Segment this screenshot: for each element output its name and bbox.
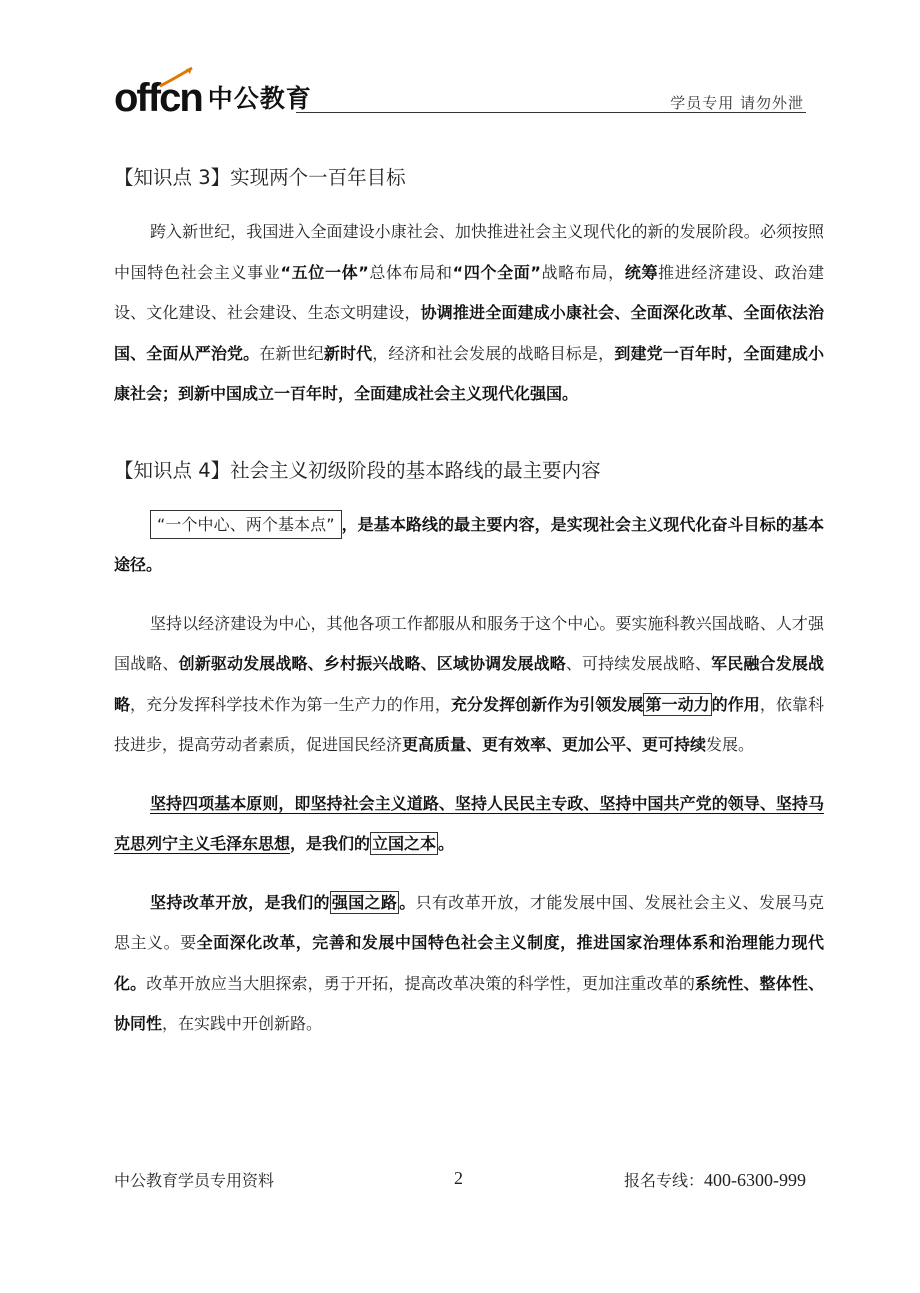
text-run: 战略布局， bbox=[540, 262, 625, 282]
boxed-term: 强国之路 bbox=[331, 892, 398, 912]
bold-run: “五位一体” bbox=[280, 262, 369, 282]
text-run: 总体布局和 bbox=[368, 262, 453, 282]
text-run: 推进经济建设、政治建设、文化建设、社会建设、生态文明建设， bbox=[114, 262, 824, 322]
bold-run: 创新驱动发展战略、乡村振兴战略、区域协调发展战略 bbox=[178, 654, 566, 673]
hotline-label: 报名专线： bbox=[623, 1171, 704, 1190]
footer-hotline bbox=[624, 1168, 806, 1191]
boxed-term: 立国之本 bbox=[372, 834, 437, 853]
text-run: 只有改革开放，才能发展中国、发展社会主义、发展马克思主义。要 bbox=[114, 892, 824, 952]
bold-run: 更高质量、更有效率、更加公平、更可持续 bbox=[402, 735, 707, 754]
bold-run: 统筹 bbox=[624, 262, 659, 282]
page-number: 2 bbox=[454, 1168, 463, 1188]
boxed-term: 第一动力 bbox=[645, 694, 710, 714]
text-run: ，充分发挥科学技术作为第一生产力的作用， bbox=[130, 694, 451, 714]
bold-run: 坚持改革开放，是我们的 bbox=[150, 892, 330, 912]
section-4-paragraph-3 bbox=[114, 784, 824, 865]
text-run: ，经济和社会发展的战略目标是， bbox=[372, 343, 615, 363]
text-run: 改革开放应当大胆探索，勇于开拓，提高改革决策的科学性，更加注重改革的 bbox=[146, 973, 695, 993]
bold-run: 。 bbox=[399, 892, 416, 912]
text-run: 在新世纪 bbox=[259, 343, 324, 363]
text-run: 坚持以经济建设为中心，其他各项工作都服从和服务于这个中心。要实施科教兴国战略、人才强国战略、 bbox=[114, 613, 824, 673]
text-run: ，在实践中开创新路。 bbox=[162, 1014, 323, 1033]
bold-run: “四个全面” bbox=[452, 262, 541, 282]
bold-run: 。 bbox=[438, 834, 455, 853]
text-run: ，依靠科技进步，提高劳动者素质，促进国民经济 bbox=[114, 694, 824, 754]
bold-run: 军民融合发展战略 bbox=[114, 654, 824, 714]
header-note: 学员专用 请勿外泄 bbox=[670, 94, 804, 112]
text-run: 跨入新世纪，我国进入全面建设小康社会、加快推进社会主义现代化的新的发展阶段。必须按照中国特色社会主义事业 bbox=[114, 222, 824, 282]
section-3-heading: 【知识点 3】实现两个一百年目标 bbox=[114, 166, 406, 189]
text-run: 、可持续发展战略、 bbox=[565, 654, 712, 673]
logo-latin-text bbox=[114, 76, 202, 120]
bold-run: 到建党一百年时，全面建成小康社会；到新中国成立一百年时，全面建成社会主义现代化强国。 bbox=[114, 343, 824, 403]
bold-run: 充分发挥创新作为引领发展 bbox=[450, 694, 644, 714]
logo-latin-label: offcn bbox=[114, 76, 202, 120]
underlined-run: 坚持四项基本原则，即坚持社会主义道路、坚持人民民主专政、坚持中国共产党的领导、坚持马克思列宁主义毛泽东思想 bbox=[114, 793, 824, 853]
bold-run: ，是我们的 bbox=[290, 834, 371, 853]
bold-run: 系统性、整体性、协同性 bbox=[114, 973, 824, 1033]
document-body bbox=[114, 154, 824, 1063]
logo-cn-text: 中公教育 bbox=[207, 84, 312, 113]
bold-run: 协调推进全面建成小康社会、全面深化改革、全面依法治国、全面从严治党。 bbox=[114, 303, 824, 363]
hotline-number: 400-6300-999 bbox=[704, 1170, 806, 1190]
text-run: 发展。 bbox=[706, 735, 755, 754]
bold-run: 新时代 bbox=[323, 343, 373, 363]
offcn-logo bbox=[114, 72, 312, 120]
footer-left-text: 中公教育学员专用资料 bbox=[114, 1171, 275, 1190]
section-4-paragraph-1 bbox=[114, 505, 824, 586]
section-4-paragraph-4 bbox=[114, 883, 824, 1045]
bold-run: ，是基本路线的最主要内容，是实现社会主义现代化奋斗目标的基本途径。 bbox=[114, 514, 824, 574]
section-3-paragraph bbox=[114, 212, 824, 415]
section-4-paragraph-2 bbox=[114, 604, 824, 766]
section-4-heading: 【知识点 4】社会主义初级阶段的基本路线的最主要内容 bbox=[114, 458, 601, 482]
boxed-term: “一个中心、两个基本点” bbox=[150, 510, 342, 539]
logo-swoosh-icon bbox=[158, 66, 194, 88]
bold-run: 的作用 bbox=[711, 694, 760, 714]
bold-run: 全面深化改革，完善和发展中国特色社会主义制度，推进国家治理体系和治理能力现代化。 bbox=[114, 933, 824, 993]
